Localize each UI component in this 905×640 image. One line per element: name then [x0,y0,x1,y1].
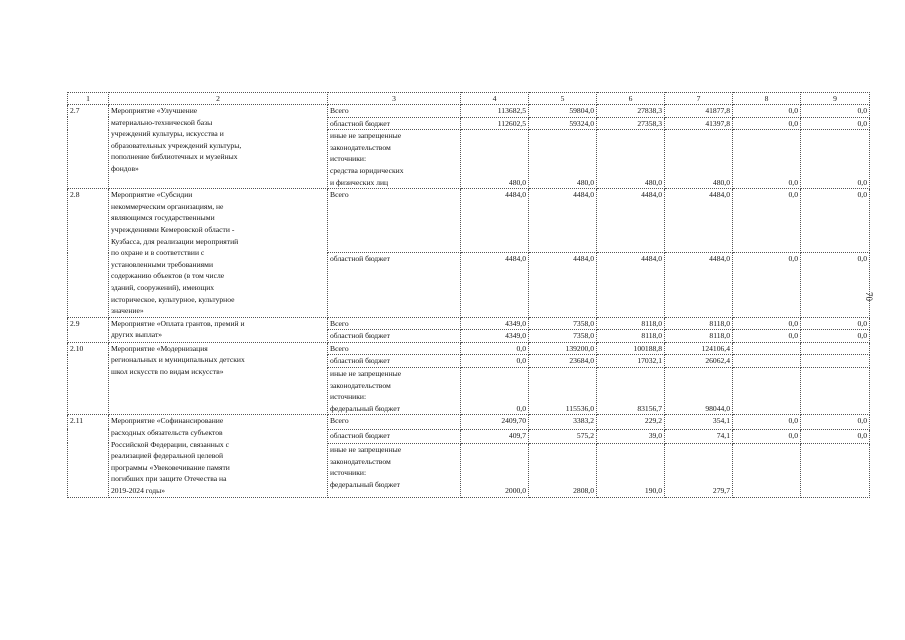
value-cell: 139200,0 [529,342,597,355]
value-cell: 0,0 [801,317,870,330]
funding-source-line: средства юридических [330,165,404,175]
value-cell: 0,0 [733,317,801,330]
item-title-line: реализацией федеральной целевой [111,451,224,461]
column-header: 7 [665,93,733,105]
value-cell: 0,0 [733,189,801,253]
item-title-line: погибших при защите Отечества на [111,474,227,484]
value-cell: 0,0 [733,105,801,118]
item-title [109,415,328,497]
column-header: 5 [529,93,597,105]
value-cell: 0,0 [733,117,801,130]
value-cell: 4484,0 [529,189,597,253]
item-title-line: по охране и в соответствии с [111,248,205,258]
funding-source-line: федеральный бюджет [330,403,400,413]
column-header: 9 [801,93,870,105]
funding-source [328,130,461,189]
value-cell: 0,0 [801,189,870,253]
funding-source-line: законодательством [330,142,391,152]
item-title-line: Кузбасса, для реализации мероприятий [111,236,239,246]
value-cell [801,342,870,355]
funding-source-line: источники: [330,468,367,478]
value-cell: 4349,0 [461,330,529,343]
value-cell: 8118,0 [597,330,665,343]
value-cell: 41877,8 [665,105,733,118]
funding-source [328,443,461,497]
item-title-line: Мероприятие «Улучшение [111,106,198,115]
value-cell: 59324,0 [529,117,597,130]
value-cell: 0,0 [461,355,529,368]
value-cell: 4484,0 [461,189,529,253]
value-cell [801,355,870,368]
item-title-line: расходных обязательств субъектов [111,428,223,438]
value-cell: 23684,0 [529,355,597,368]
funding-source-line: источники: [330,392,367,402]
value-cell: 480,0 [665,130,733,189]
value-cell [733,342,801,355]
column-header-row [68,93,870,105]
funding-source-line: законодательством [330,380,391,390]
item-title [109,105,328,189]
value-cell: 124106,4 [665,342,733,355]
column-header: 8 [733,93,801,105]
value-cell: 279,7 [665,443,733,497]
item-code: 2.11 [68,415,109,497]
item-title-line: образовательных учреждений культуры, [111,140,242,150]
value-cell: 0,0 [801,415,870,429]
funding-source-line: Всего [330,190,349,200]
value-cell: 39,0 [597,429,665,443]
column-header: 6 [597,93,665,105]
item-title-line: программы «Увековечивание памяти [111,462,230,472]
value-cell: 0,0 [801,330,870,343]
funding-source [328,189,461,253]
value-cell: 4484,0 [597,253,665,317]
value-cell: 83156,7 [597,368,665,415]
funding-source-line: и физических лиц [330,177,389,187]
table-row [68,105,870,118]
value-cell: 8118,0 [665,330,733,343]
value-cell: 100188,8 [597,342,665,355]
value-cell: 26062,4 [665,355,733,368]
item-title-line: зданий, сооружений), имеющих [111,282,215,292]
funding-source [328,330,461,343]
item-title-line: Мероприятие «Оплата грантов, премий и [111,318,245,328]
page-number: 70 [864,292,874,301]
value-cell: 354,1 [665,415,733,429]
table-row [68,189,870,253]
funding-source [328,429,461,443]
value-cell [733,355,801,368]
value-cell: 2409,70 [461,415,529,429]
item-title-line: установленными требованиями [111,259,214,269]
item-title-line: 2019-2024 годы» [111,486,166,495]
item-title [109,317,328,342]
value-cell: 3383,2 [529,415,597,429]
table-row [68,342,870,355]
value-cell: 59804,0 [529,105,597,118]
value-cell: 4484,0 [665,253,733,317]
funding-source-line: областной бюджет [330,430,390,440]
column-header: 1 [68,93,109,105]
value-cell: 0,0 [801,130,870,189]
value-cell: 480,0 [529,130,597,189]
funding-source [328,368,461,415]
funding-source-line: областной бюджет [330,118,390,128]
funding-source-line: законодательством [330,456,391,466]
value-cell: 0,0 [733,253,801,317]
funding-source-line: областной бюджет [330,331,390,341]
value-cell: 2000,0 [461,443,529,497]
funding-source-line: федеральный бюджет [330,479,400,489]
column-header: 3 [328,93,461,105]
value-cell: 74,1 [665,429,733,443]
column-header: 4 [461,93,529,105]
item-title-line: фондов» [111,163,139,173]
funding-source-line: областной бюджет [330,254,390,264]
value-cell: 0,0 [461,342,529,355]
value-cell: 4349,0 [461,317,529,330]
funding-source [328,253,461,317]
item-code: 2.8 [68,189,109,318]
item-title-line: учреждений культуры, искусства и [111,129,224,139]
value-cell: 7358,0 [529,330,597,343]
value-cell: 0,0 [801,253,870,317]
value-cell: 113682,5 [461,105,529,118]
value-cell: 2808,0 [529,443,597,497]
funding-source [328,415,461,429]
item-title-line: некоммерческим организациям, не [111,201,224,211]
value-cell: 0,0 [801,117,870,130]
value-cell: 0,0 [461,368,529,415]
item-title-line: Мероприятие «Софинансирование [111,416,224,426]
table-body [68,105,870,498]
item-code: 2.7 [68,105,109,189]
value-cell: 575,2 [529,429,597,443]
value-cell: 190,0 [597,443,665,497]
value-cell: 112602,5 [461,117,529,130]
value-cell: 0,0 [801,105,870,118]
item-title-line: историческое, культурное, культурное [111,294,235,304]
table-row [68,415,870,429]
funding-source-line: областной бюджет [330,356,390,366]
value-cell: 7358,0 [529,317,597,330]
value-cell: 41397,8 [665,117,733,130]
item-title-line: школ искусств по видам искусств» [111,367,224,377]
funding-source [328,105,461,118]
value-cell: 8118,0 [665,317,733,330]
value-cell: 17032,1 [597,355,665,368]
funding-source-line: иные не запрещенные [330,131,402,141]
value-cell: 480,0 [597,130,665,189]
value-cell: 0,0 [733,130,801,189]
item-code: 2.10 [68,342,109,415]
funding-source [328,342,461,355]
funding-source-line: Всего [330,343,349,353]
value-cell: 8118,0 [597,317,665,330]
item-title-line: являющимся государственными [111,213,215,223]
funding-source-line: Всего [330,318,349,328]
value-cell: 409,7 [461,429,529,443]
funding-source-line: Всего [330,106,349,115]
funding-source [328,117,461,130]
value-cell [733,443,801,497]
value-cell: 98044,0 [665,368,733,415]
item-code: 2.9 [68,317,109,342]
value-cell: 480,0 [461,130,529,189]
funding-source-line: Всего [330,416,349,426]
value-cell: 0,0 [733,330,801,343]
item-title [109,189,328,318]
funding-source-line: источники: [330,154,367,164]
item-title-line: региональных и муниципальных детских [111,355,245,365]
item-title-line: содержанию объектов (в том числе [111,271,225,281]
item-title-line: Мероприятие «Субсидии [111,190,193,200]
value-cell [801,443,870,497]
item-title-line: других выплат» [111,330,163,340]
value-cell: 4484,0 [665,189,733,253]
budget-table [67,92,870,498]
value-cell: 4484,0 [597,189,665,253]
table-row [68,317,870,330]
funding-source-line: иные не запрещенные [330,444,402,454]
funding-source [328,317,461,330]
value-cell [801,368,870,415]
value-cell: 0,0 [733,415,801,429]
value-cell [733,368,801,415]
value-cell: 229,2 [597,415,665,429]
item-title-line: Мероприятие «Модернизация [111,343,208,353]
funding-source-line: иные не запрещенные [330,369,402,379]
item-title-line: материально-технической базы [111,117,213,127]
value-cell: 4484,0 [461,253,529,317]
funding-source [328,355,461,368]
value-cell: 115536,0 [529,368,597,415]
value-cell: 0,0 [733,429,801,443]
value-cell: 27838,3 [597,105,665,118]
item-title-line: учреждениями Кемеровской области - [111,224,235,234]
value-cell: 27358,3 [597,117,665,130]
item-title-line: пополнение библиотечных и музейных [111,152,238,162]
item-title-line: значение» [111,306,144,316]
item-title [109,342,328,415]
column-header: 2 [109,93,328,105]
item-title-line: Российской Федерации, связанных с [111,439,229,449]
value-cell: 4484,0 [529,253,597,317]
value-cell: 0,0 [801,429,870,443]
